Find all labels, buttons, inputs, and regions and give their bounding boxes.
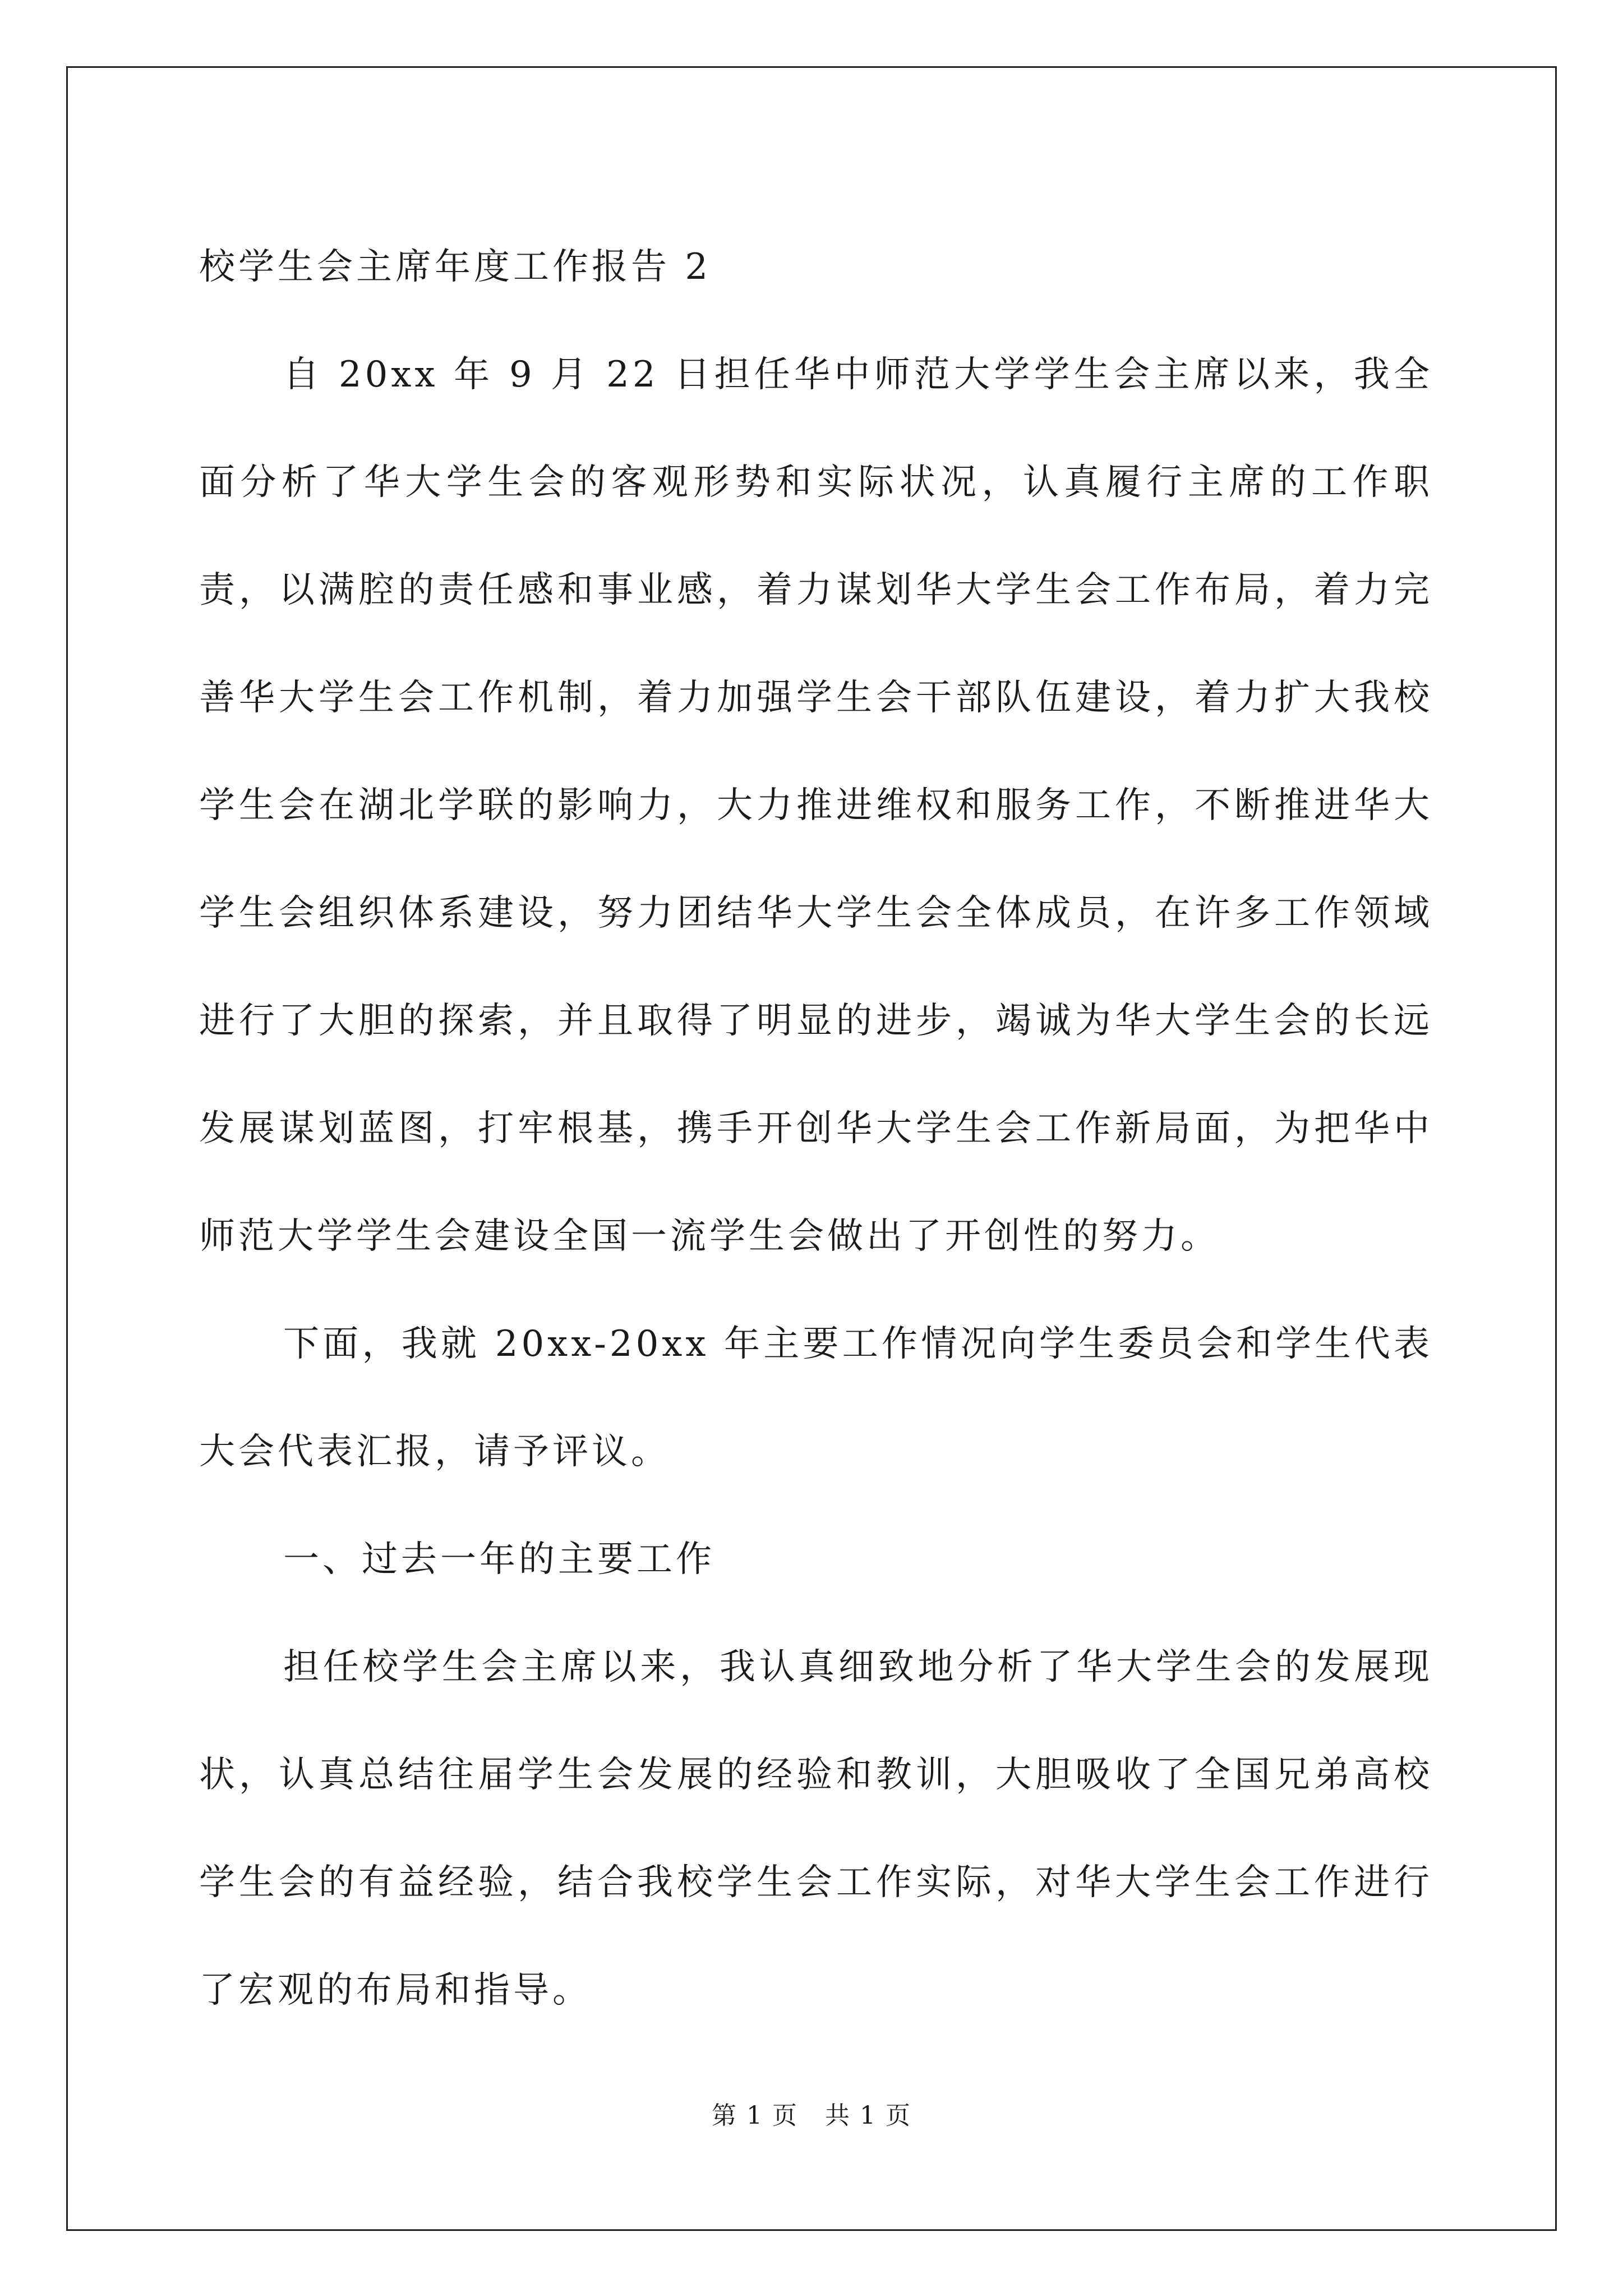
document-body	[199, 213, 1433, 2044]
paragraph-intro: 自 20xx 年 9 月 22 日担任华中师范大学学生会主席以来，我全面分析了华大学生会的客观形势和实际状况，认真履行主席的工作职责，以满腔的责任感和事业感，着力谋划华大学生会工作布局，着力完善华大学生会工作机制，着力加强学生会干部队伍建设，着力扩大我校学生会在湖北学联的影响力，大力推进维权和服务工作，不断推进华大学生会组织体系建设，努力团结华大学生会全体成员，在许多工作领域进行了大胆的探索，并且取得了明显的进步，竭诚为华大学生会的长远发展谋划蓝图，打牢根基，携手开创华大学生会工作新局面，为把华中师范大学学生会建设全国一流学生会做出了开创性的努力。	[199, 354, 1433, 1257]
paragraph-work-summary: 担任校学生会主席以来，我认真细致地分析了华大学生会的发展现状，认真总结往届学生会发展的经验和教训，大胆吸收了全国兄弟高校学生会的有益经验，结合我校学生会工作实际，对华大学生会工作进行了宏观的布局和指导。	[199, 1646, 1433, 2011]
page-footer	[0, 2099, 1623, 2133]
document-title: 校学生会主席年度工作报告 2	[199, 246, 712, 288]
paragraph-report-statement: 下面，我就 20xx-20xx 年主要工作情况向学生委员会和学生代表大会代表汇报，请予评议。	[199, 1323, 1433, 1473]
section-heading-main-work: 一、过去一年的主要工作	[283, 1539, 715, 1580]
page-number-total: 共 1 页	[825, 2101, 911, 2130]
page-number-current: 第 1 页	[712, 2101, 798, 2130]
